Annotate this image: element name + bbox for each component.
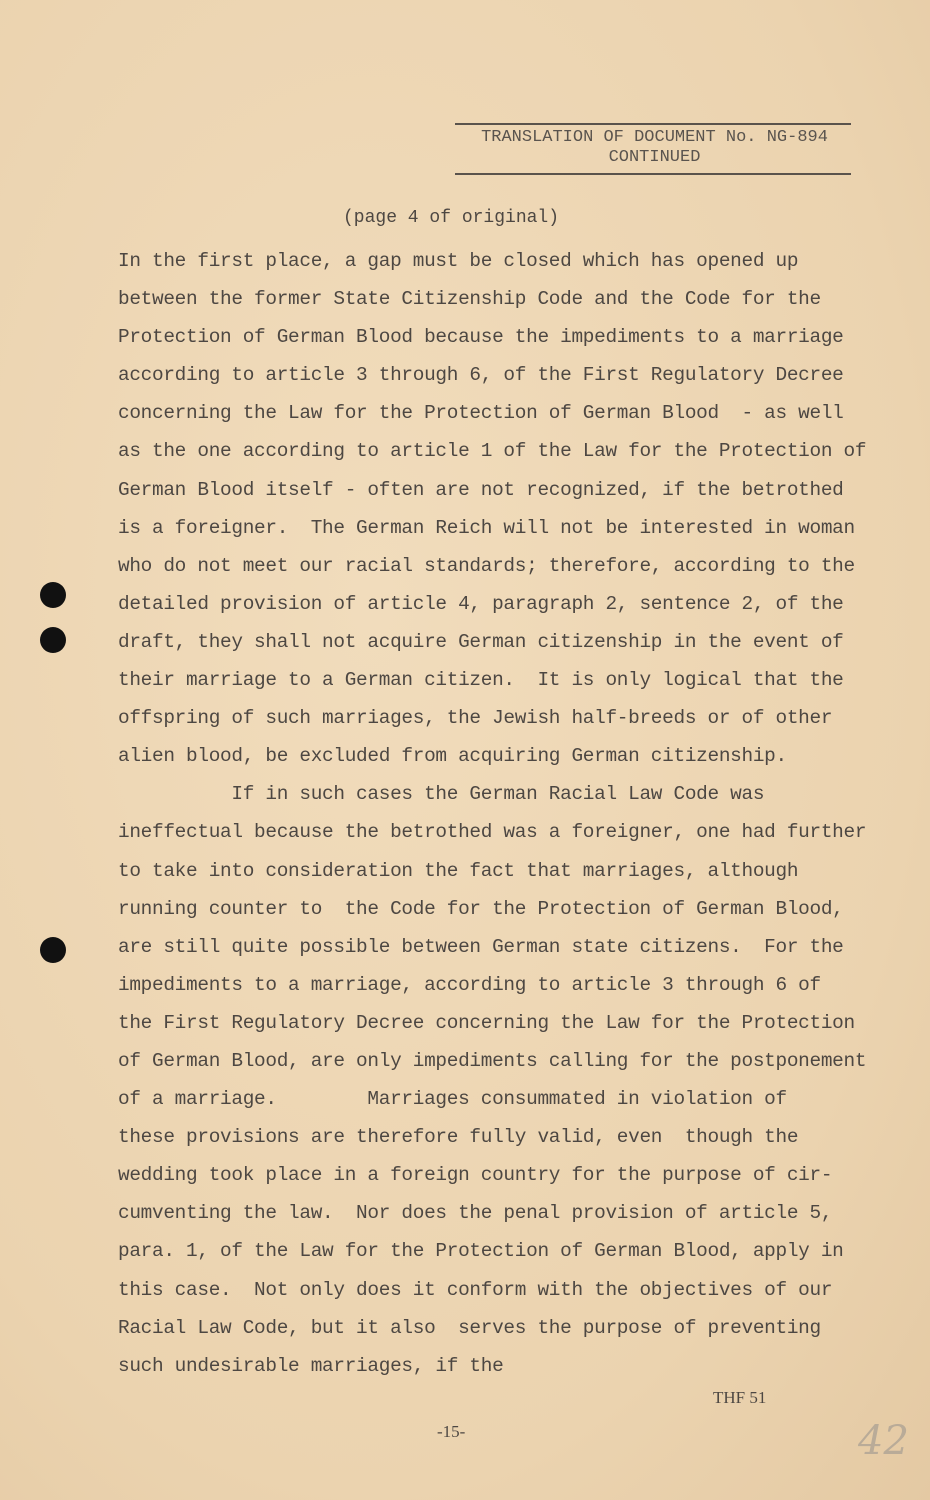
text-line: alien blood, be excluded from acquiring German citizenship. bbox=[118, 745, 787, 768]
text-line: para. 1, of the Law for the Protection of German Blood, apply in bbox=[118, 1240, 844, 1263]
text-line: ineffectual because the betrothed was a foreigner, one had further bbox=[118, 821, 867, 844]
text-line: German Blood itself - often are not recognized, if the betrothed bbox=[118, 478, 844, 501]
text-line: Protection of German Blood because the impediments to a marriage bbox=[118, 326, 844, 349]
text-line: this case. Not only does it conform with the objectives of our bbox=[118, 1278, 833, 1301]
text-line: of a marriage. Marriages consummated in violation of bbox=[118, 1088, 787, 1111]
text-line: between the former State Citizenship Code and the Code for the bbox=[118, 288, 821, 311]
punch-hole bbox=[40, 627, 66, 653]
text-line: according to article 3 through 6, of the First Regulatory Decree bbox=[118, 364, 844, 387]
text-line: draft, they shall not acquire German citizenship in the event of bbox=[118, 630, 844, 653]
document-header bbox=[452, 128, 857, 168]
header-title: TRANSLATION OF DOCUMENT No. NG-894 bbox=[481, 128, 828, 147]
handwritten-number: 42 bbox=[858, 1418, 909, 1464]
text-line: their marriage to a German citizen. It is only logical that the bbox=[118, 669, 844, 692]
punch-hole bbox=[40, 582, 66, 608]
text-line: impediments to a marriage, according to article 3 through 6 of bbox=[118, 973, 821, 996]
document-code: THF 51 bbox=[713, 1388, 767, 1407]
page-of-original: (page 4 of original) bbox=[343, 208, 560, 228]
text-line: wedding took place in a foreign country for the purpose of cir- bbox=[118, 1164, 833, 1187]
text-line: In the first place, a gap must be closed which has opened up bbox=[118, 250, 799, 272]
text-line: running counter to the Code for the Protection of German Blood, bbox=[118, 897, 844, 920]
text-line: as the one according to article 1 of the Law for the Protection of bbox=[118, 440, 867, 463]
text-line: detailed provision of article 4, paragraph 2, sentence 2, of the bbox=[118, 592, 844, 615]
page-number: -15- bbox=[437, 1422, 466, 1441]
text-line: to take into consideration the fact that marriages, although bbox=[118, 859, 799, 882]
text-line: offspring of such marriages, the Jewish half-breeds or of other bbox=[118, 707, 833, 730]
punch-hole bbox=[40, 937, 66, 963]
text-line: such undesirable marriages, if the bbox=[118, 1354, 504, 1377]
text-line: Racial Law Code, but it also serves the purpose of preventing bbox=[118, 1316, 821, 1339]
text-line: who do not meet our racial standards; therefore, according to the bbox=[118, 554, 855, 577]
text-line: cumventing the law. Nor does the penal provision of article 5, bbox=[118, 1202, 833, 1225]
text-line: is a foreigner. The German Reich will not be interested in woman bbox=[118, 516, 855, 539]
body-text bbox=[118, 248, 898, 1391]
text-line: of German Blood, are only impediments calling for the postponement bbox=[118, 1049, 867, 1072]
header-rule-top bbox=[455, 123, 851, 125]
text-line: are still quite possible between German state citizens. For the bbox=[118, 935, 844, 958]
text-line: concerning the Law for the Protection of German Blood - as well bbox=[118, 402, 844, 425]
header-subtitle: CONTINUED bbox=[608, 148, 701, 167]
header-rule-bottom bbox=[455, 173, 851, 175]
text-line: the First Regulatory Decree concerning the Law for the Protection bbox=[118, 1011, 855, 1034]
text-line: If in such cases the German Racial Law Code was bbox=[118, 783, 765, 806]
text-line: these provisions are therefore fully valid, even though the bbox=[118, 1126, 799, 1149]
